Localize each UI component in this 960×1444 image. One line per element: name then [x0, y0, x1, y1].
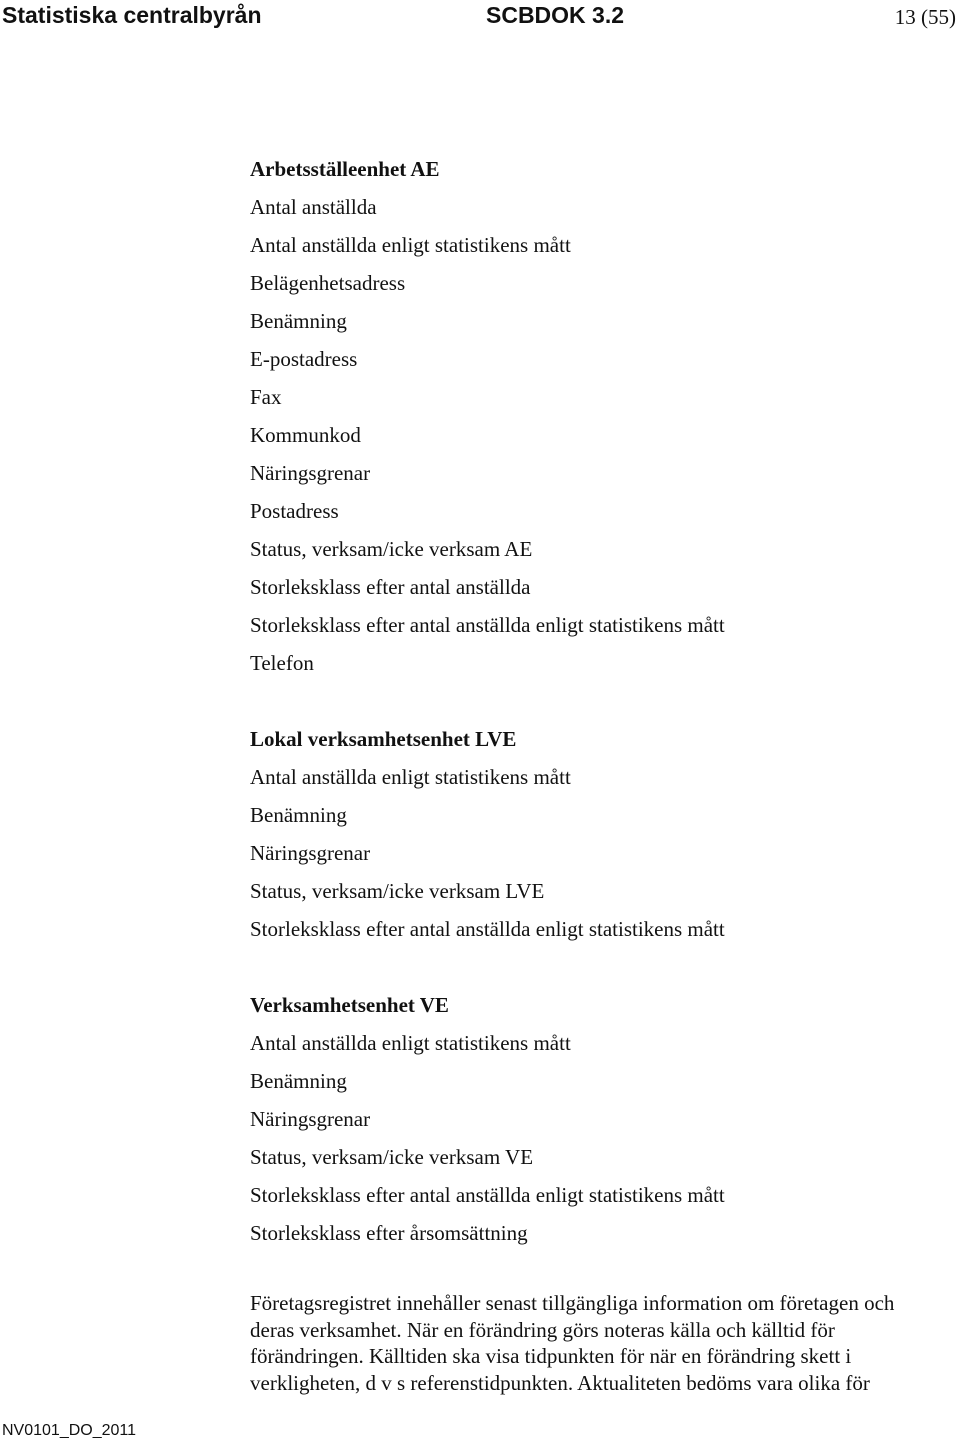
variable-item: Antal anställda enligt statistikens mått: [250, 1031, 571, 1055]
variable-item: E-postadress: [250, 347, 358, 371]
variable-item: Storleksklass efter antal anställda enligt statistikens mått: [250, 613, 725, 637]
section-title: Arbetsställeenhet AE: [250, 157, 440, 181]
variable-item: Näringsgrenar: [250, 1107, 371, 1131]
variable-item: Näringsgrenar: [250, 841, 371, 865]
body-paragraph: [250, 1290, 956, 1396]
section: [250, 986, 956, 1252]
variable-item: Storleksklass efter antal anställda enligt statistikens mått: [250, 1183, 725, 1207]
footer-document-code: NV0101_DO_2011: [2, 1422, 137, 1439]
section: [250, 720, 956, 948]
variable-item: Antal anställda enligt statistikens mått: [250, 765, 571, 789]
variable-item: Kommunkod: [250, 423, 361, 447]
page-header: [0, 0, 960, 40]
variable-item: Antal anställda enligt statistikens mått: [250, 233, 571, 257]
variable-item: Storleksklass efter antal anställda: [250, 575, 531, 599]
variable-item: Benämning: [250, 309, 347, 333]
variable-item: Status, verksam/icke verksam LVE: [250, 879, 545, 903]
variable-item: Postadress: [250, 499, 339, 523]
variable-sections: [250, 150, 956, 1252]
variable-item: Benämning: [250, 1069, 347, 1093]
section: [250, 150, 956, 682]
variable-item: Benämning: [250, 803, 347, 827]
variable-item: Status, verksam/icke verksam VE: [250, 1145, 534, 1169]
document-id: SCBDOK 3.2: [486, 2, 625, 28]
paragraph-line: förändringen. Källtiden ska visa tidpunkten för när en förändring skett i: [250, 1344, 852, 1369]
variable-item: Telefon: [250, 651, 314, 675]
variable-item: Status, verksam/icke verksam AE: [250, 537, 533, 561]
variable-item: Belägenhetsadress: [250, 271, 406, 295]
section-title: Verksamhetsenhet VE: [250, 993, 449, 1017]
variable-item: Näringsgrenar: [250, 461, 371, 485]
paragraph-line: Företagsregistret innehåller senast tillgängliga information om företagen och: [250, 1291, 895, 1315]
paragraph-line: verkligheten, d v s referenstidpunkten. Aktualiteten bedöms vara olika för: [250, 1370, 870, 1395]
page-number: 13 (55): [894, 5, 956, 29]
organization-name: Statistiska centralbyrån: [2, 2, 262, 28]
variable-item: Antal anställda: [250, 195, 377, 219]
paragraph-line: deras verksamhet. När en förändring görs noteras källa och källtid för: [250, 1317, 835, 1342]
document-body: [250, 150, 956, 1396]
variable-item: Fax: [250, 385, 282, 409]
section-title: Lokal verksamhetsenhet LVE: [250, 727, 517, 751]
variable-item: Storleksklass efter årsomsättning: [250, 1221, 528, 1245]
variable-item: Storleksklass efter antal anställda enligt statistikens mått: [250, 917, 725, 941]
